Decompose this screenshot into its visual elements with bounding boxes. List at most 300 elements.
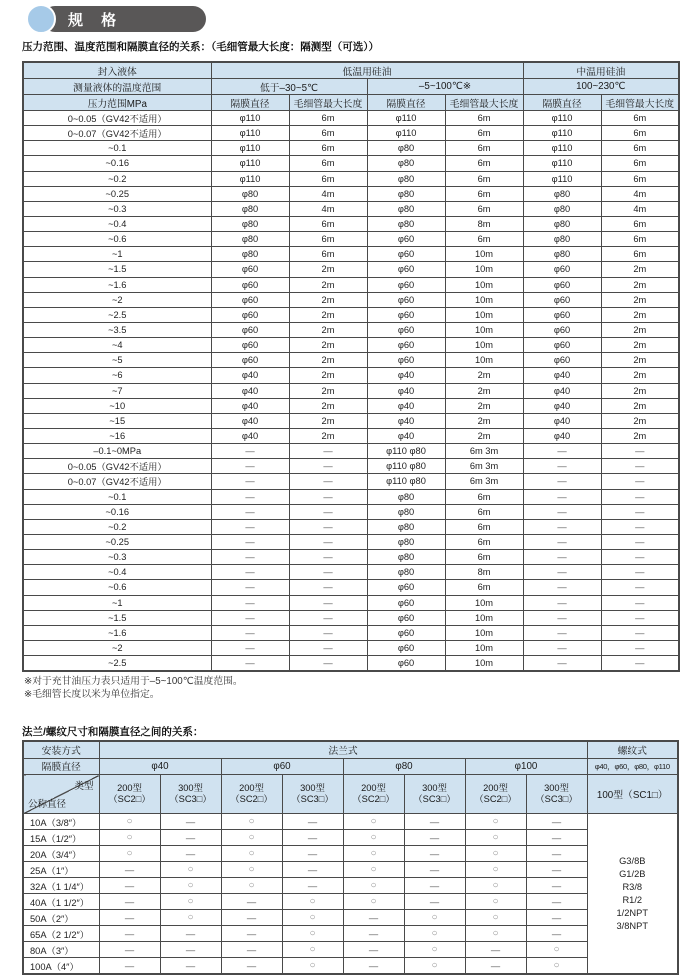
model-type-header: 200型 （SC2□）	[343, 775, 404, 814]
model-type-header: 300型 （SC3□）	[404, 775, 465, 814]
spec-value-cell: φ60	[367, 610, 445, 625]
spec-value-cell: 6m	[601, 216, 679, 231]
spec-row	[23, 353, 679, 368]
diaphragm-header: 隔膜直径	[523, 95, 601, 111]
spec-value-cell: φ60	[211, 307, 289, 322]
spec-value-cell: 6m	[445, 550, 523, 565]
spec-value-cell: φ110	[523, 171, 601, 186]
nominal-diameter-cell: 20A（3/4″）	[23, 846, 99, 862]
spec-value-cell: φ40	[523, 428, 601, 443]
spec-value-cell: —	[289, 595, 367, 610]
mounting-header-row	[23, 741, 678, 758]
diameter-header-row	[23, 758, 678, 775]
spec-row	[23, 201, 679, 216]
model-type-header: 300型 （SC3□）	[526, 775, 587, 814]
flange-type-header: 法兰式	[99, 741, 587, 758]
availability-cell: ○	[282, 942, 343, 958]
pressure-range-cell: ~0.2	[23, 171, 211, 186]
spec-value-cell: φ60	[367, 262, 445, 277]
availability-cell: —	[282, 830, 343, 846]
nominal-diameter-cell: 40A（1 1/2″）	[23, 894, 99, 910]
spec-row	[23, 216, 679, 231]
spec-value-cell: 2m	[601, 262, 679, 277]
sealed-liquid-header: 封入液体	[23, 62, 211, 79]
nominal-diameter-label: 公称直径	[28, 799, 67, 810]
availability-cell: ○	[99, 846, 160, 862]
footnotes	[24, 676, 243, 701]
spec-value-cell: 2m	[601, 353, 679, 368]
flange-row	[23, 942, 678, 958]
availability-cell: —	[282, 862, 343, 878]
spec-row	[23, 111, 679, 126]
spec-value-cell: 2m	[289, 262, 367, 277]
spec-row	[23, 186, 679, 201]
spec-value-cell: φ40	[367, 368, 445, 383]
availability-cell: ○	[221, 846, 282, 862]
availability-cell: —	[221, 942, 282, 958]
spec-value-cell: —	[523, 519, 601, 534]
thread-type-header: 螺纹式	[587, 741, 678, 758]
spec-value-cell: φ110	[211, 141, 289, 156]
spec-value-cell: 8m	[445, 565, 523, 580]
spec-value-cell: 6m	[445, 534, 523, 549]
model-type-header: 200型 （SC2□）	[221, 775, 282, 814]
spec-row	[23, 428, 679, 443]
section1-title: 压力范围、温度范围和隔膜直径的关系：（毛细管最大长度：隔测型（可选））	[22, 41, 379, 53]
availability-cell: ○	[343, 862, 404, 878]
spec-value-cell: φ60	[367, 232, 445, 247]
availability-cell: ○	[404, 910, 465, 926]
pressure-range-cell: ~0.25	[23, 186, 211, 201]
spec-value-cell: —	[601, 459, 679, 474]
spec-value-cell: φ60	[367, 595, 445, 610]
spec-value-cell: 6m	[289, 141, 367, 156]
spec-value-cell: φ80	[367, 186, 445, 201]
spec-value-cell: 2m	[289, 398, 367, 413]
spec-value-cell: —	[523, 534, 601, 549]
pressure-range-cell: ~1	[23, 247, 211, 262]
thread-option: G1/2B	[619, 868, 646, 879]
availability-cell: ○	[282, 926, 343, 942]
pressure-range-cell: –0.1~0MPa	[23, 444, 211, 459]
spec-value-cell: —	[601, 534, 679, 549]
spec-row	[23, 474, 679, 489]
spec-value-cell: —	[211, 474, 289, 489]
spec-value-cell: φ60	[367, 247, 445, 262]
pressure-range-cell: ~0.3	[23, 550, 211, 565]
spec-value-cell: —	[211, 550, 289, 565]
capillary-header: 毛细管最大长度	[445, 95, 523, 111]
pressure-range-cell: ~5	[23, 353, 211, 368]
spec-row	[23, 322, 679, 337]
spec-value-cell: 2m	[601, 413, 679, 428]
spec-value-cell: 2m	[289, 277, 367, 292]
spec-value-cell: φ80	[523, 201, 601, 216]
spec-value-cell: —	[523, 656, 601, 672]
spec-value-cell: φ110	[211, 126, 289, 141]
spec-value-cell: φ60	[367, 656, 445, 672]
spec-value-cell: φ60	[211, 322, 289, 337]
flange-table-body	[23, 814, 678, 975]
diaphragm-dia-label: 隔膜直径	[23, 758, 99, 775]
section2-title: 法兰/螺纹尺寸和隔膜直径之间的关系：	[22, 726, 204, 738]
mount-label: 安装方式	[23, 741, 99, 758]
availability-cell: —	[99, 958, 160, 975]
spec-value-cell: —	[523, 565, 601, 580]
thread-option: R3/8	[622, 881, 643, 892]
header-row-temp	[23, 79, 679, 95]
spec-value-cell: 2m	[601, 428, 679, 443]
availability-cell: —	[465, 942, 526, 958]
spec-value-cell: 2m	[601, 398, 679, 413]
spec-value-cell: 6m	[445, 111, 523, 126]
availability-cell: —	[343, 910, 404, 926]
spec-value-cell: —	[211, 610, 289, 625]
model-type-header: 200型 （SC2□）	[99, 775, 160, 814]
spec-value-cell: φ40	[367, 398, 445, 413]
nominal-diameter-cell: 50A（2″）	[23, 910, 99, 926]
availability-cell: —	[404, 894, 465, 910]
spec-value-cell: φ60	[523, 292, 601, 307]
dia-60-header: φ60	[221, 758, 343, 775]
spec-value-cell: —	[601, 595, 679, 610]
spec-value-cell: φ110	[367, 126, 445, 141]
spec-value-cell: —	[523, 595, 601, 610]
flange-row	[23, 878, 678, 894]
spec-row	[23, 504, 679, 519]
spec-value-cell: 6m	[445, 126, 523, 141]
availability-cell: ○	[282, 958, 343, 975]
thread-option: R1/2	[622, 894, 643, 905]
spec-value-cell: —	[289, 534, 367, 549]
spec-value-cell: —	[601, 550, 679, 565]
spec-value-cell: 10m	[445, 322, 523, 337]
spec-value-cell: —	[211, 489, 289, 504]
spec-value-cell: φ80	[367, 156, 445, 171]
spec-value-cell: —	[601, 625, 679, 640]
availability-cell: ○	[221, 878, 282, 894]
spec-value-cell: —	[289, 489, 367, 504]
spec-value-cell: φ80	[367, 489, 445, 504]
spec-value-cell: —	[289, 459, 367, 474]
availability-cell: —	[160, 814, 221, 830]
availability-cell: —	[404, 846, 465, 862]
spec-row	[23, 126, 679, 141]
nominal-diameter-cell: 32A（1 1/4″）	[23, 878, 99, 894]
spec-value-cell: —	[211, 504, 289, 519]
spec-value-cell: φ110	[523, 141, 601, 156]
spec-value-cell: 4m	[289, 201, 367, 216]
spec-value-cell: 6m	[601, 126, 679, 141]
flange-row	[23, 814, 678, 830]
spec-value-cell: φ80	[211, 186, 289, 201]
spec-value-cell: φ40	[211, 368, 289, 383]
spec-value-cell: φ110	[211, 171, 289, 186]
spec-row	[23, 565, 679, 580]
availability-cell: ○	[526, 958, 587, 975]
availability-cell: —	[99, 910, 160, 926]
dia-40-header: φ40	[99, 758, 221, 775]
availability-cell: —	[404, 878, 465, 894]
nominal-diameter-cell: 25A（1″）	[23, 862, 99, 878]
spec-value-cell: 2m	[289, 292, 367, 307]
pressure-range-cell: ~0.25	[23, 534, 211, 549]
spec-value-cell: —	[289, 656, 367, 672]
spec-value-cell: 10m	[445, 338, 523, 353]
availability-cell: —	[221, 958, 282, 975]
spec-value-cell: —	[523, 580, 601, 595]
header-row-liquid	[23, 62, 679, 79]
pressure-range-cell: ~2	[23, 640, 211, 655]
availability-cell: —	[526, 926, 587, 942]
spec-value-cell: φ60	[367, 292, 445, 307]
badge-pill	[42, 6, 206, 32]
availability-cell: ○	[404, 942, 465, 958]
spec-value-cell: 6m	[445, 580, 523, 595]
diaphragm-header: 隔膜直径	[211, 95, 289, 111]
spec-value-cell: φ40	[211, 413, 289, 428]
spec-value-cell: —	[523, 550, 601, 565]
badge-circle-icon	[26, 4, 56, 34]
availability-cell: —	[343, 958, 404, 975]
availability-cell: —	[343, 926, 404, 942]
spec-value-cell: —	[211, 625, 289, 640]
spec-value-cell: φ40	[367, 413, 445, 428]
availability-cell: ○	[282, 910, 343, 926]
spec-value-cell: —	[289, 444, 367, 459]
nominal-diameter-cell: 15A（1/2″）	[23, 830, 99, 846]
pressure-range-cell: ~1.5	[23, 262, 211, 277]
spec-value-cell: φ60	[211, 262, 289, 277]
spec-value-cell: —	[211, 580, 289, 595]
spec-value-cell: φ80	[367, 141, 445, 156]
pressure-range-cell: 0~0.07（GV42不适用）	[23, 474, 211, 489]
spec-row	[23, 307, 679, 322]
spec-value-cell: φ40	[211, 428, 289, 443]
flange-row	[23, 846, 678, 862]
pressure-range-cell: ~0.1	[23, 489, 211, 504]
thread-option: 3/8NPT	[616, 920, 649, 931]
spec-value-cell: φ60	[523, 262, 601, 277]
pressure-range-cell: ~15	[23, 413, 211, 428]
availability-cell: ○	[465, 846, 526, 862]
spec-value-cell: —	[523, 444, 601, 459]
spec-value-cell: —	[289, 625, 367, 640]
spec-value-cell: φ60	[523, 322, 601, 337]
spec-row	[23, 610, 679, 625]
spec-value-cell: —	[601, 519, 679, 534]
spec-value-cell: φ60	[211, 277, 289, 292]
availability-cell: ○	[343, 846, 404, 862]
spec-value-cell: 6m	[289, 171, 367, 186]
availability-cell: —	[526, 814, 587, 830]
spec-value-cell: —	[289, 580, 367, 595]
spec-row	[23, 171, 679, 186]
availability-cell: —	[404, 862, 465, 878]
availability-cell: ○	[160, 894, 221, 910]
spec-value-cell: —	[211, 519, 289, 534]
spec-value-cell: φ80	[367, 171, 445, 186]
spec-value-cell: 10m	[445, 307, 523, 322]
availability-cell: ○	[465, 878, 526, 894]
spec-value-cell: 2m	[601, 322, 679, 337]
capillary-header: 毛细管最大长度	[289, 95, 367, 111]
low-temp-oil-header: 低温用硅油	[211, 62, 523, 79]
pressure-range-header: 压力范围MPa	[23, 95, 211, 111]
spec-row	[23, 398, 679, 413]
availability-cell: —	[221, 926, 282, 942]
spec-value-cell: φ40	[211, 398, 289, 413]
spec-value-cell: 2m	[445, 398, 523, 413]
spec-value-cell: φ60	[367, 625, 445, 640]
temp-range-label: 测量液体的温度范围	[23, 79, 211, 95]
spec-value-cell: φ60	[367, 307, 445, 322]
spec-value-cell: 6m 3m	[445, 459, 523, 474]
spec-value-cell: 2m	[601, 383, 679, 398]
pressure-range-cell: ~0.4	[23, 565, 211, 580]
spec-value-cell: 10m	[445, 262, 523, 277]
spec-value-cell: 2m	[289, 307, 367, 322]
pressure-range-cell: ~4	[23, 338, 211, 353]
spec-value-cell: φ80	[523, 232, 601, 247]
spec-value-cell: 6m	[289, 156, 367, 171]
spec-value-cell: 2m	[445, 428, 523, 443]
pressure-range-cell: ~2	[23, 292, 211, 307]
spec-value-cell: —	[523, 625, 601, 640]
badge-label: 规 格	[68, 11, 124, 29]
spec-row	[23, 262, 679, 277]
spec-value-cell: 2m	[289, 413, 367, 428]
pressure-range-cell: ~1.6	[23, 625, 211, 640]
spec-value-cell: 2m	[601, 338, 679, 353]
temp-mid-header: –5~100℃※	[367, 79, 523, 95]
spec-value-cell: 2m	[601, 277, 679, 292]
spec-value-cell: —	[289, 504, 367, 519]
availability-cell: ○	[465, 814, 526, 830]
spec-value-cell: —	[211, 534, 289, 549]
spec-row	[23, 338, 679, 353]
temp-low-header: 低于–30~5℃	[211, 79, 367, 95]
pressure-range-cell: 0~0.05（GV42不适用）	[23, 459, 211, 474]
spec-value-cell: —	[289, 550, 367, 565]
spec-row	[23, 444, 679, 459]
spec-value-cell: —	[601, 610, 679, 625]
spec-value-cell: φ80	[367, 216, 445, 231]
pressure-range-cell: ~0.3	[23, 201, 211, 216]
availability-cell: —	[343, 942, 404, 958]
spec-value-cell: φ80	[211, 216, 289, 231]
dia-100-header: φ100	[465, 758, 587, 775]
spec-value-cell: 2m	[289, 383, 367, 398]
pressure-spec-table	[22, 61, 680, 672]
spec-value-cell: —	[523, 459, 601, 474]
availability-cell: ○	[465, 830, 526, 846]
availability-cell: —	[221, 910, 282, 926]
spec-value-cell: 6m	[289, 216, 367, 231]
flange-row	[23, 862, 678, 878]
spec-value-cell: φ40	[211, 383, 289, 398]
flange-row	[23, 830, 678, 846]
availability-cell: —	[99, 894, 160, 910]
spec-value-cell: 2m	[289, 353, 367, 368]
pressure-range-cell: ~16	[23, 428, 211, 443]
spec-value-cell: 6m	[445, 156, 523, 171]
spec-value-cell: 2m	[601, 368, 679, 383]
nominal-diameter-cell: 100A（4″）	[23, 958, 99, 975]
spec-row	[23, 413, 679, 428]
nominal-diameter-cell: 10A（3/8″）	[23, 814, 99, 830]
spec-value-cell: —	[523, 474, 601, 489]
flange-row	[23, 926, 678, 942]
thread-diameters-header: φ40，φ60，φ80，φ110	[587, 758, 678, 775]
availability-cell: —	[160, 830, 221, 846]
flange-thread-table	[22, 740, 679, 975]
pressure-range-cell: ~0.1	[23, 141, 211, 156]
dia-80-header: φ80	[343, 758, 465, 775]
availability-cell: —	[282, 878, 343, 894]
pressure-range-cell: ~3.5	[23, 322, 211, 337]
spec-value-cell: φ80	[523, 216, 601, 231]
spec-value-cell: 4m	[601, 201, 679, 216]
spec-value-cell: φ40	[523, 413, 601, 428]
section-badge	[26, 4, 216, 35]
availability-cell: —	[99, 942, 160, 958]
spec-value-cell: 10m	[445, 353, 523, 368]
spec-value-cell: —	[211, 565, 289, 580]
spec-value-cell: 8m	[445, 216, 523, 231]
nominal-diameter-cell: 80A（3″）	[23, 942, 99, 958]
spec-row	[23, 247, 679, 262]
spec-value-cell: φ80	[367, 519, 445, 534]
spec-value-cell: φ80	[367, 565, 445, 580]
availability-cell: ○	[221, 862, 282, 878]
spec-value-cell: φ110	[367, 111, 445, 126]
diaphragm-header: 隔膜直径	[367, 95, 445, 111]
header-row-columns	[23, 95, 679, 111]
model-type-header: 300型 （SC3□）	[282, 775, 343, 814]
availability-cell: ○	[465, 862, 526, 878]
pressure-range-cell: ~7	[23, 383, 211, 398]
spec-value-cell: φ110 φ80	[367, 459, 445, 474]
availability-cell: —	[282, 814, 343, 830]
pressure-range-cell: ~1	[23, 595, 211, 610]
flange-row	[23, 894, 678, 910]
spec-row	[23, 383, 679, 398]
spec-value-cell: φ60	[367, 277, 445, 292]
spec-value-cell: φ60	[367, 338, 445, 353]
model-type-header: 200型 （SC2□）	[465, 775, 526, 814]
pressure-range-cell: ~10	[23, 398, 211, 413]
spec-value-cell: 6m	[445, 171, 523, 186]
spec-value-cell: φ40	[367, 428, 445, 443]
diagonal-header-cell	[23, 775, 99, 814]
flange-row	[23, 958, 678, 975]
spec-value-cell: φ110 φ80	[367, 444, 445, 459]
availability-cell: —	[526, 894, 587, 910]
availability-cell: —	[526, 846, 587, 862]
spec-value-cell: φ60	[211, 353, 289, 368]
availability-cell: —	[526, 862, 587, 878]
spec-value-cell: φ110	[523, 111, 601, 126]
availability-cell: ○	[465, 910, 526, 926]
spec-row	[23, 489, 679, 504]
availability-cell: ○	[465, 926, 526, 942]
availability-cell: ○	[160, 862, 221, 878]
availability-cell: —	[160, 942, 221, 958]
availability-cell: —	[99, 926, 160, 942]
spec-value-cell: 10m	[445, 292, 523, 307]
availability-cell: ○	[99, 830, 160, 846]
